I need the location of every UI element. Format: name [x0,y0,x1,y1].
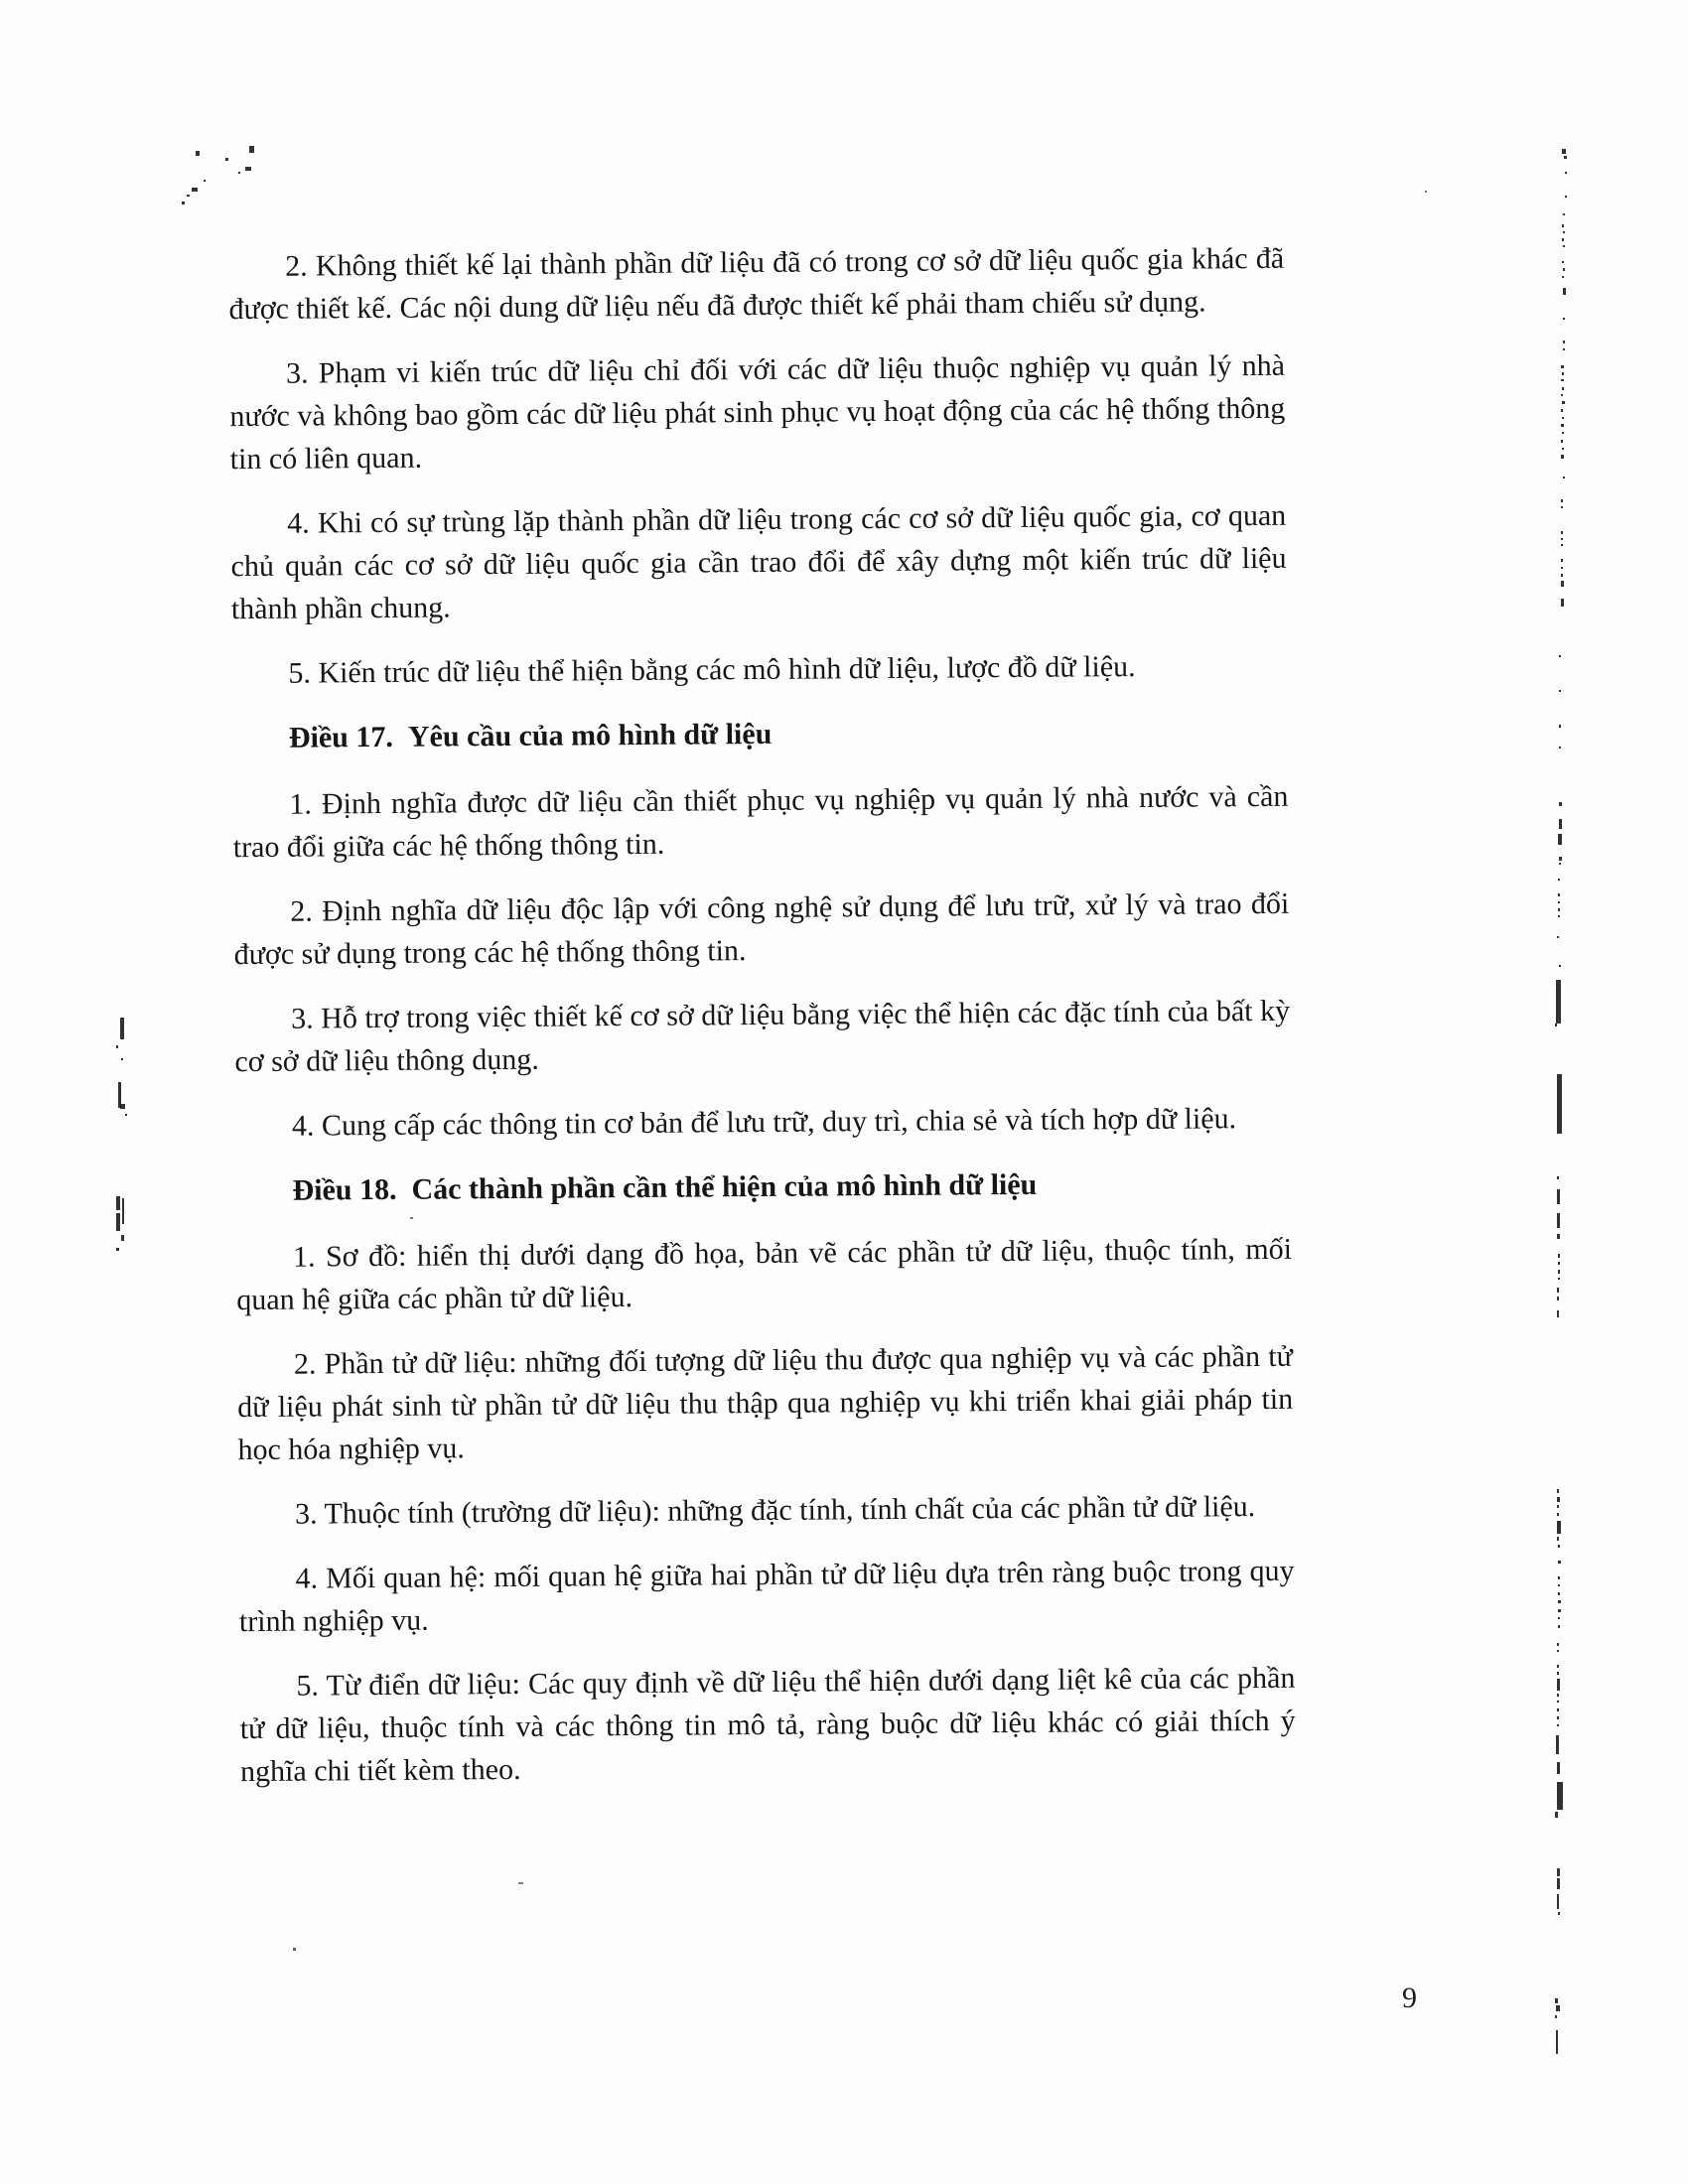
scan-artifact [125,1114,127,1116]
scan-artifact [1557,1521,1561,1534]
scan-artifact [1558,893,1560,896]
scan-artifact [1561,544,1563,546]
scan-artifact [1558,1262,1560,1265]
scan-artifact [1558,1609,1561,1612]
scan-artifact [1557,1708,1559,1711]
scan-artifact [1562,401,1565,404]
scan-artifact [1559,725,1561,728]
scan-artifact [1561,440,1563,443]
paragraph-article16-clause3: 3. Phạm vi kiến trúc dữ liệu chỉ đối với các dữ liệu thuộc nghiệp vụ quản lý nhà nước và không bao gồm các dữ liệu phát sinh phục vụ hoạt động của các hệ thống thông tin có liên quan. [229,348,1286,477]
scan-artifact [1558,1592,1560,1595]
scan-artifact [1558,1254,1560,1258]
scan-artifact [1563,213,1565,215]
scan-artifact [1562,238,1564,241]
article-17-title: Yêu cầu của mô hình dữ liệu [407,717,773,753]
paragraph-article17-clause4: 4. Cung cấp các thông tin cơ bản để lưu trữ, duy trì, chia sẻ và tích hợp dữ liệu. [291,1102,1237,1143]
scan-artifact [1555,1024,1557,1026]
scan-artifact [1557,1679,1560,1691]
scan-artifact [1557,1701,1559,1703]
scan-artifact [1565,172,1567,174]
scan-artifact [1558,1617,1560,1619]
scan-artifact [225,158,228,161]
paragraph-article18-clause4: 4. Mối quan hệ: mối quan hệ giữa hai phần tử dữ liệu dựa trên ràng buộc trong quy trình nghiệp vụ. [238,1554,1295,1639]
scan-artifact [1558,1625,1560,1628]
scan-artifact [1562,276,1564,278]
article-18-title: Các thành phần cần thể hiện của mô hình dữ liệu [411,1167,1038,1206]
scan-artifact [1561,567,1563,569]
scan-artifact [1557,1310,1559,1317]
scan-artifact [1561,499,1563,502]
scan-artifact [1557,1650,1559,1652]
paragraph-article17-clause2: 2. Định nghĩa dữ liệu độc lập với công nghệ sử dụng để lưu trữ, xử lý và trao đổi được sử dụng trong các hệ thống thông tin. [233,887,1290,972]
scan-artifact [1557,1505,1559,1508]
scan-artifact [118,1082,121,1108]
scan-artifact [1562,149,1566,154]
paragraph-article18-clause2: 2. Phần tử dữ liệu: những đối tượng dữ liệu thu được qua nghiệp vụ và các phần tử dữ liệu phát sinh từ phần tử dữ liệu thu thập qua nghiệp vụ khi triển khai giải pháp tin học hóa nghiệp vụ. [237,1339,1294,1467]
scan-artifact [1561,455,1564,459]
scan-artifact [1557,1878,1560,1889]
scan-artifact [1559,819,1562,829]
paragraph-article18-clause3: 3. Thuộc tính (trường dữ liệu): những đặc tính, tính chất của các phần tử dữ liệu. [294,1490,1256,1531]
scan-artifact [1557,1672,1559,1675]
scan-artifact [1559,965,1561,967]
article-17-number: Điều 17. [288,720,394,754]
scan-artifact [121,1058,123,1060]
scan-artifact [121,1235,124,1241]
scan-artifact [1555,2015,1557,2018]
paragraph-article17-clause1: 1. Định nghĩa được dữ liệu cần thiết phục vụ nghiệp vụ quản lý nhà nước và cần trao đổi giữa các hệ thống thông tin. [232,779,1289,865]
scan-artifact [1557,1189,1560,1204]
scan-artifact [1556,1735,1559,1754]
scan-artifact [1557,1234,1560,1239]
scan-artifact [1563,268,1565,271]
scan-artifact [1557,936,1559,938]
scan-artifact [1562,372,1564,375]
article-18-number: Điều 18. [292,1172,397,1207]
scan-artifact [204,180,206,182]
paragraph-article16-clause2: 2. Không thiết kế lại thành phần dữ liệu đã có trong cơ sở dữ liệu quốc gia khác đã được thiết kế. Các nội dung dữ liệu nếu đã được thiết kế phải tham chiếu sử dụng. [228,241,1285,327]
scan-artifact [1559,655,1561,657]
scan-artifact [1565,196,1567,198]
scan-artifact [1558,901,1560,903]
scan-artifact [1557,1868,1560,1876]
scan-artifact [1563,348,1565,350]
scan-artifact [116,1196,120,1210]
scan-artifact [1559,747,1561,749]
scan-artifact [116,1213,120,1231]
scan-artifact [1561,506,1563,508]
scan-artifact [1563,245,1565,247]
scan-artifact [1559,690,1561,692]
scan-artifact [192,188,198,192]
scan-artifact [1558,1600,1561,1603]
scan-artifact [1563,341,1565,343]
scan-artifact [1557,1694,1559,1697]
scan-artifact [1558,879,1560,881]
scan-artifact [1558,1545,1560,1548]
scan-artifact [1563,231,1565,233]
scan-artifact [1557,1665,1559,1668]
scan-artifact [116,1248,119,1251]
scan-artifact [1562,261,1564,263]
scan-artifact [1562,448,1564,450]
scan-artifact [1556,2005,1560,2011]
scan-artifact [1561,531,1563,534]
scan-artifact [116,1045,118,1048]
scan-artifact [1557,1724,1559,1726]
scan-artifact [1558,1576,1560,1579]
scan-artifact [1558,915,1560,917]
scan-artifact [1557,1297,1559,1300]
scan-artifact [1564,156,1567,159]
scan-artifact [245,167,251,171]
scan-artifact [1561,559,1563,562]
scan-artifact [1558,1278,1560,1280]
scan-artifact [1557,1513,1559,1516]
scan-artifact [249,146,254,153]
scan-artifact [1563,477,1565,478]
heading-article-17 [232,709,1288,759]
scan-artifact [1556,2030,1558,2054]
scan-artifact [1562,417,1564,419]
scan-artifact [1559,857,1562,861]
scan-artifact [1557,1489,1559,1493]
scan-artifact [1559,863,1561,865]
scan-artifact [196,151,200,156]
scan-artifact [1557,1782,1563,1810]
scan-artifact [1556,980,1561,1024]
scan-artifact [1557,1213,1560,1228]
paragraph-article16-clause4: 4. Khi có sự trùng lặp thành phần dữ liệu trong các cơ sở dữ liệu quốc gia, cơ quan chủ quản các cơ sở dữ liệu quốc gia cần trao đổi để xây dựng một kiến trúc dữ liệu thành phần chung. [230,498,1287,626]
paragraph-article18-clause5: 5. Từ điển dữ liệu: Các quy định về dữ liệu thể hiện dưới dạng liệt kê của các phần tử dữ liệu, thuộc tính và các thông tin mô tả, ràng buộc dữ liệu khác có giải thích ý nghĩa chi tiết kèm theo. [239,1661,1296,1789]
scan-artifact [1561,538,1563,540]
scan-artifact [1558,1270,1560,1274]
scan-artifact [1425,191,1427,193]
scan-artifact [187,195,190,197]
scan-artifact [1557,1643,1559,1646]
scan-artifact [1562,432,1564,434]
scan-artifact [1562,387,1564,390]
scan-artifact [1563,288,1566,295]
scan-artifact [120,1018,124,1039]
scan-artifact [1559,802,1562,806]
scan-artifact [182,202,185,205]
scan-artifact [1557,1716,1559,1719]
scan-artifact [1558,834,1562,845]
scan-artifact [1557,1497,1560,1502]
scan-artifact [1562,224,1564,227]
scan-artifact [1561,365,1564,368]
scan-artifact [1561,581,1564,587]
scan-artifact [1557,1176,1559,1179]
scan-artifact [293,1948,296,1951]
scan-artifact [1563,318,1565,320]
scan-artifact [1558,1912,1560,1915]
page-number: 9 [1402,1981,1417,2014]
scan-artifact [1558,1584,1560,1586]
scan-artifact [1561,424,1564,427]
scan-artifact [1557,1537,1559,1541]
scan-artifact [1561,599,1564,607]
heading-article-18 [235,1161,1291,1212]
scan-artifact [1558,1561,1561,1564]
scan-artifact [1557,1074,1562,1134]
paragraph-article16-clause5: 5. Kiến trúc dữ liệu thể hiện bằng các mô hình dữ liệu, lược đồ dữ liệu. [288,650,1136,690]
scan-artifact [122,1198,124,1224]
scan-artifact [1557,1288,1559,1293]
scan-artifact [1557,1894,1559,1909]
scan-artifact [1561,379,1564,381]
scan-artifact [1561,394,1563,396]
scan-artifact [1561,574,1563,577]
scan-artifact [1555,1812,1558,1818]
paragraph-article17-clause3: 3. Hỗ trợ trong việc thiết kế cơ sở dữ liệu bằng việc thể hiện các đặc tính của bất kỳ cơ sở dữ liệu thông dụng. [234,994,1291,1079]
scan-artifact [1557,1762,1560,1774]
scan-artifact [238,172,240,174]
scan-artifact [518,1882,523,1884]
scan-artifact [1558,908,1560,911]
scan-artifact [1561,409,1563,412]
scan-artifact [1555,1998,1558,2003]
scan-artifact [120,1104,125,1109]
document-body [228,237,1296,1815]
paragraph-article18-clause1: 1. Sơ đồ: hiển thị dưới dạng đồ họa, bản vẽ các phần tử dữ liệu, thuộc tính, mối quan hệ giữa các phần tử dữ liệu. [236,1232,1293,1317]
